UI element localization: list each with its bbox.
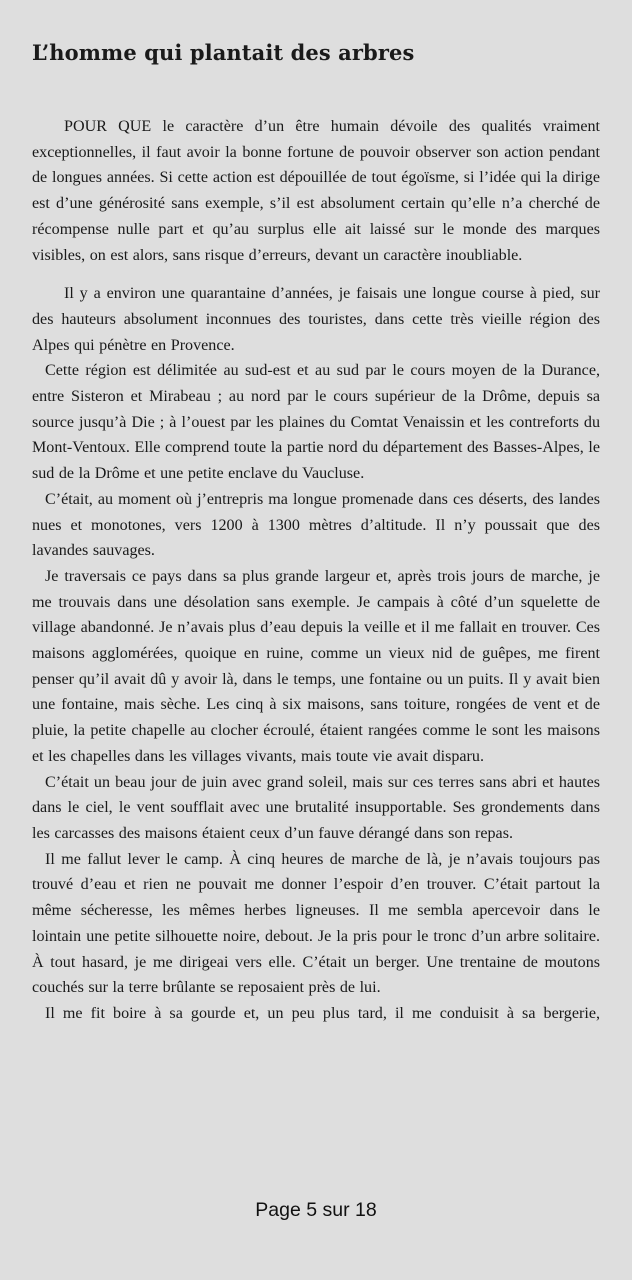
paragraph: Il y a environ une quarantaine d’années, je faisais une longue course à pied, sur des hauteurs absolument inconnues des touristes, dans cette très vieille région des Alpes qui pénètre en Provence. (32, 285, 600, 354)
paragraph: C’était un beau jour de juin avec grand soleil, mais sur ces terres sans abri et hautes dans le ciel, le vent soufflait avec une brutalité insupportable. Ses grondements dans les carcasses des maisons étaient ceux d’un fauve dérangé dans son repas. (32, 773, 600, 842)
page-indicator: Page 5 sur 18 (255, 1199, 377, 1221)
paragraph: Il me fallut lever le camp. À cinq heures de marche de là, je n’avais toujours pas trouvé d’eau et rien ne pouvait me donner l’espoir d’en trouver. C’était partout la même sécheresse, les mêmes herbes ligneuses. Il me sembla apercevoir dans le lointain une petite silhouette noire, debout. Je la pris pour le tronc d’un arbre solitaire. À tout hasard, je me dirigeai vers elle. C’était un berger. Une trentaine de moutons couchés sur la terre brûlante se reposaient près de lui. (32, 850, 600, 997)
paragraph: POUR QUE le caractère d’un être humain dévoile des qualités vraiment exceptionnelles, il faut avoir la bonne fortune de pouvoir observer son action pendant de longues années. Si cette action est dépouillée de tout égoïsme, si l’idée qui la dirige est d’une générosité sans exemple, s’il est absolument certain qu’elle n’a cherché de récompense nulle part et qu’au surplus elle ait laissé sur le monde des marques visibles, on est alors, sans risque d’erreurs, devant un caractère inoubliable. (32, 118, 600, 264)
page-text (32, 114, 600, 1027)
paragraph: Il me fit boire à sa gourde et, un peu plus tard, il me conduisit à sa bergerie, (45, 1004, 600, 1022)
chapter-title: L’homme qui plantait des arbres (32, 40, 415, 65)
paragraph: Je traversais ce pays dans sa plus grande largeur et, après trois jours de marche, je me trouvais dans une désolation sans exemple. Je campais à côté d’un squelette de village abandonné. Je n’avais plus d’eau depuis la veille et il me fallait en trouver. Ces maisons agglomérées, quoique en ruine, comme un vieux nid de guêpes, me firent penser qu’il avait dû y avoir là, dans le temps, une fontaine ou un puits. Il y avait bien une fontaine, mais sèche. Les cinq à six maisons, sans toiture, rongées de vent et de pluie, la petite chapelle au clocher écroulé, étaient rangées comme le sont les maisons et les chapelles dans les villages vivants, mais toute vie avait disparu. (32, 567, 600, 765)
paragraph: C’était, au moment où j’entrepris ma longue promenade dans ces déserts, des landes nues et monotones, vers 1200 à 1300 mètres d’altitude. Il n’y poussait que des lavandes sauvages. (32, 490, 600, 560)
paragraph: Cette région est délimitée au sud-est et au sud par le cours moyen de la Durance, entre Sisteron et Mirabeau ; au nord par le cours supérieur de la Drôme, depuis sa source jusqu’à Die ; à l’ouest par les plaines du Comtat Venaissin et les contreforts du Mont-Ventoux. Elle comprend toute la partie nord du département des Basses-Alpes, le sud de la Drôme et une petite enclave du Vaucluse. (32, 362, 600, 483)
